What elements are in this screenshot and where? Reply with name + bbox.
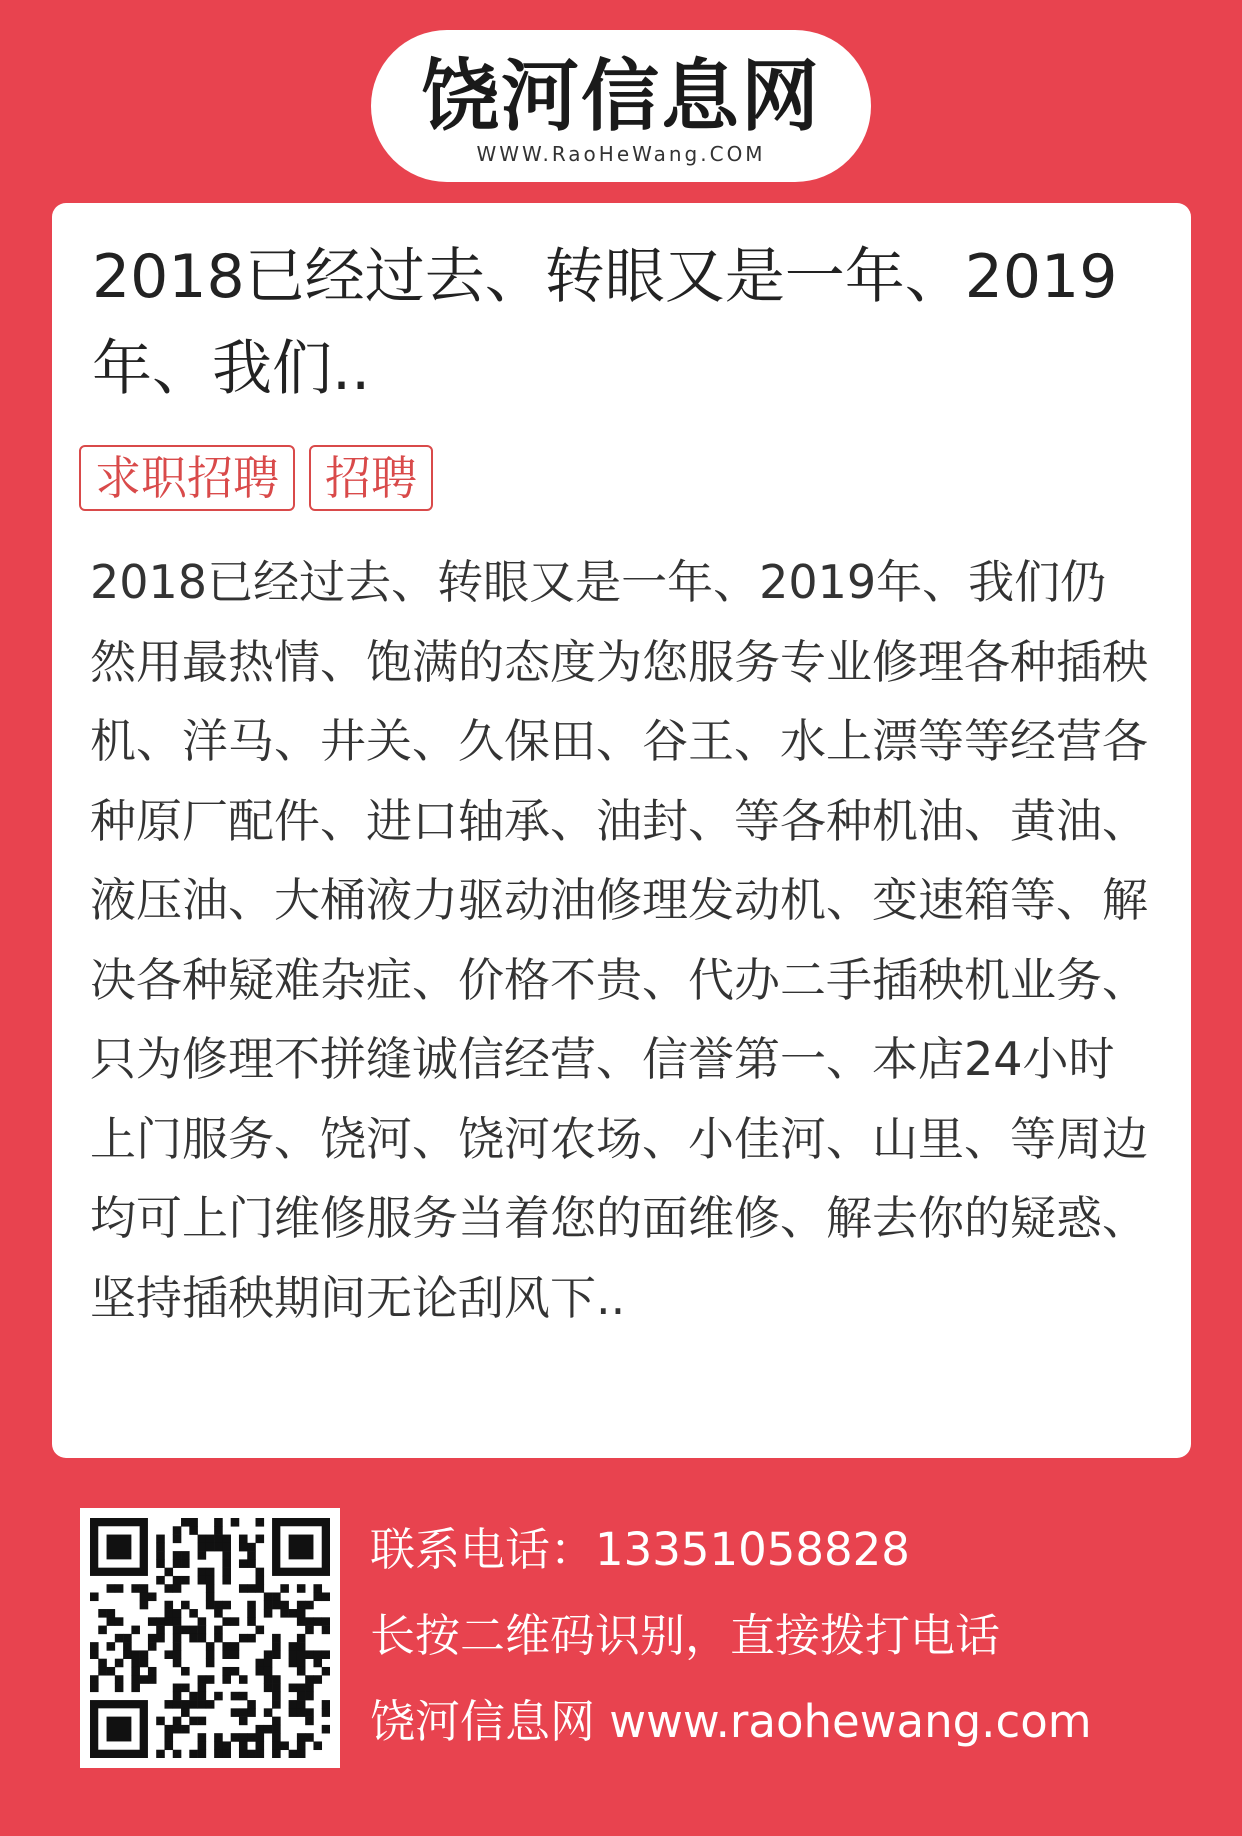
- logo-title: 饶河信息网: [420, 52, 821, 142]
- tag-job-recruitment[interactable]: 求职招聘: [79, 445, 295, 511]
- scan-hint: 长按二维码识别，直接拨打电话: [370, 1609, 1001, 1662]
- post-body: 2018已经过去、转眼又是一年、2019年、我们仍然用最热情、饱满的态度为您服务专业修理各种插秧机、洋马、井关、久保田、谷王、水上漂等等经营各种原厂配件、进口轴承、油封、等各种机油、黄油、液压油、大桶液力驱动油修理发动机、变速箱等、解决各种疑难杂症、价格不贵、代办二手插秧机业务、只为修理不拼缝诚信经营、信誉第一、本店24小时上门服务、饶河、饶河农场、小佳河、山里、等周边均可上门维修服务当着您的面维修、解去你的疑惑、坚持插秧期间无论刮风下..: [90, 555, 1148, 1325]
- site-logo: [371, 30, 871, 182]
- logo-url: WWW.RaoHeWang.COM: [476, 142, 766, 166]
- contact-phone[interactable]: 联系电话：13351058828: [370, 1523, 910, 1576]
- site-link[interactable]: 饶河信息网 www.raohewang.com: [370, 1695, 1092, 1748]
- post-card: [52, 203, 1191, 1458]
- tag-recruitment[interactable]: 招聘: [309, 445, 433, 511]
- qr-code: [80, 1508, 340, 1768]
- qr-code-icon: [90, 1518, 330, 1758]
- post-title: 2018已经过去、转眼又是一年、2019年、我们..: [92, 242, 1118, 404]
- tag-list: [79, 445, 433, 511]
